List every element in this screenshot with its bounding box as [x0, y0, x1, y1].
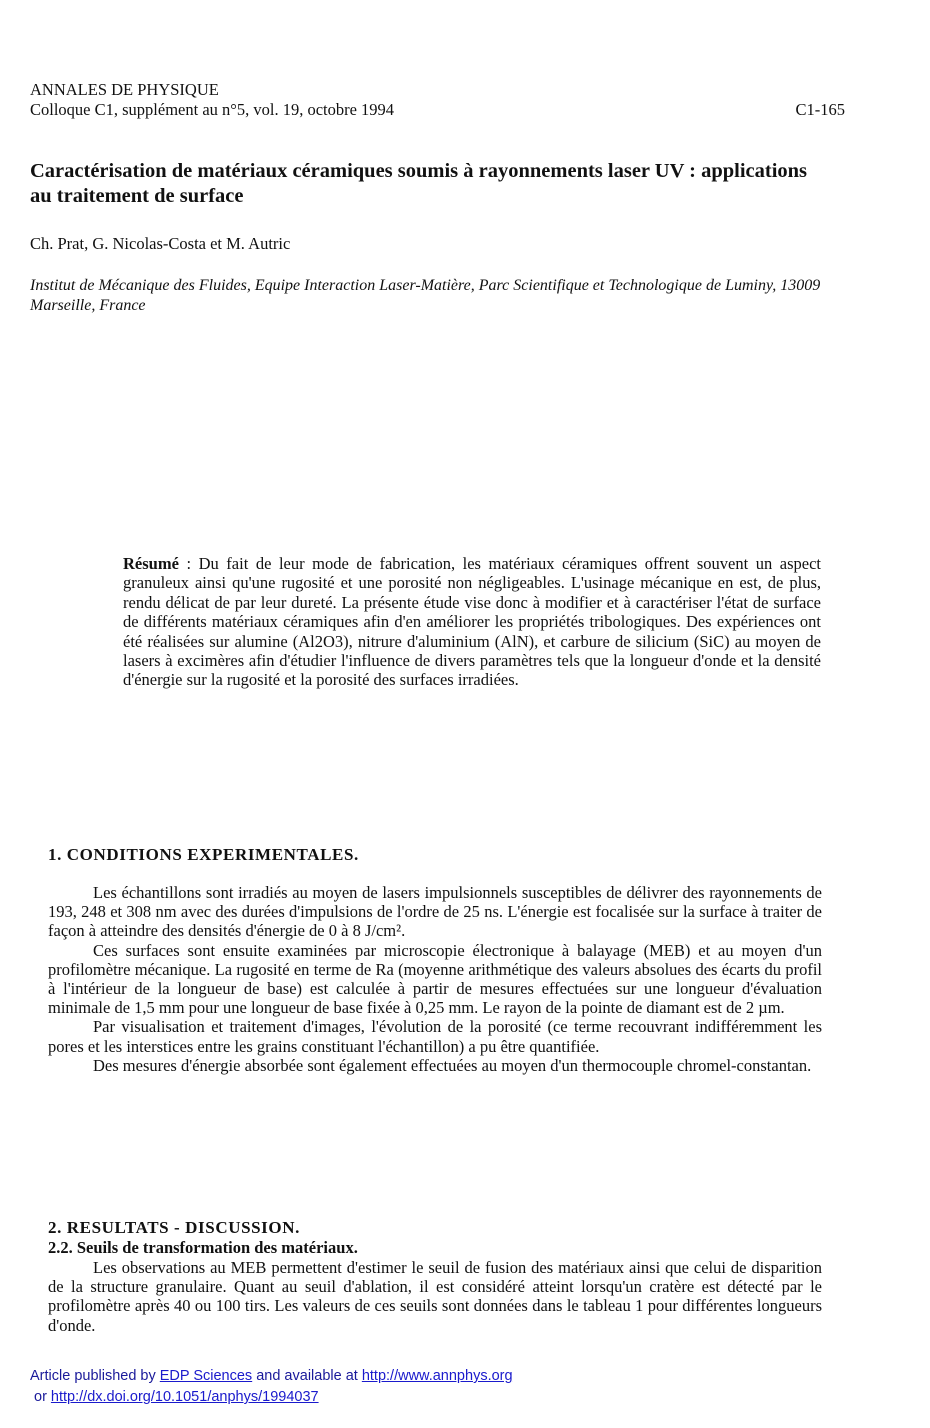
footer-middle: and available at — [252, 1368, 362, 1384]
issue-row — [30, 100, 845, 120]
footer-line-2 — [30, 1387, 513, 1408]
paragraph: Les observations au MEB permettent d'estimer le seuil de fusion des matériaux ainsi que celui de disparition de la structure granulaire. Quant au seuil d'ablation, il est considéré atteint lorsqu'un cratère est détecté par le profilomètre après 40 ou 100 tirs. Les valeurs de ces seuils sont données dans le tableau 1 pour différentes longueurs d'onde. — [48, 1258, 822, 1335]
paragraph: Les échantillons sont irradiés au moyen de lasers impulsionnels susceptibles de délivrer des rayonnements de 193, 248 et 308 nm avec des durées d'impulsions de l'ordre de 25 ns. L'énergie est focalisée sur la surface à traiter de façon à atteindre des densités d'énergie de 0 à 8 J/cm². — [48, 883, 822, 941]
publication-footer — [30, 1366, 513, 1408]
paragraph: Ces surfaces sont ensuite examinées par microscopie électronique à balayage (MEB) et au moyen d'un profilomètre mécanique. La rugosité en terme de Ra (moyenne arithmétique des valeurs absolues des écarts du profil à l'intérieur de la longueur de base) est calculée à partir de mesures effectuées sur une longueur d'évaluation minimale de 1,5 mm pour une longueur de base fixée à 0,25 mm. Le rayon de la pointe de diamant est de 2 µm. — [48, 940, 822, 1018]
footer-prefix: Article published by — [30, 1368, 160, 1384]
journal-name: ANNALES DE PHYSIQUE — [30, 80, 219, 99]
paragraph: Par visualisation et traitement d'images, l'évolution de la porosité (ce terme recouvrant indifféremment les pores et les interstices entre les grains constituant l'échantillon) a pu être quantifiée. — [48, 1017, 822, 1056]
site-link[interactable]: http://www.annphys.org — [361, 1368, 513, 1384]
page-number: C1-165 — [795, 100, 845, 119]
footer-or: or — [34, 1389, 51, 1405]
issue-info: Colloque C1, supplément au n°5, vol. 19, octobre 1994 — [30, 100, 395, 119]
section-2-heading: 2. RESULTATS - DISCUSSION. — [48, 1218, 300, 1237]
subsection-heading: 2.2. Seuils de transformation des matériaux. — [48, 1238, 358, 1257]
doi-link[interactable]: http://dx.doi.org/10.1051/anphys/1994037 — [50, 1389, 319, 1405]
section-2-body — [48, 1258, 822, 1335]
footer-line-1 — [30, 1366, 513, 1387]
abstract-label: Résumé — [123, 554, 179, 573]
authors: Ch. Prat, G. Nicolas-Costa et M. Autric — [30, 234, 291, 253]
affiliation: Institut de Mécanique des Fluides, Equipe Interaction Laser-Matière, Parc Scientifique et Technologique de Luminy, 13009 Marseille, France — [30, 277, 821, 314]
publisher-link[interactable]: EDP Sciences — [159, 1368, 253, 1384]
abstract — [123, 554, 821, 690]
journal-header — [30, 80, 845, 120]
paper-title: Caractérisation de matériaux céramiques soumis à rayonnements laser UV : applications au traitement de surface — [30, 160, 808, 207]
section-1-body — [48, 883, 822, 1075]
abstract-text: : Du fait de leur mode de fabrication, les matériaux céramiques offrent souvent un aspect granuleux ainsi qu'une rugosité et une porosité non négligeables. L'usinage mécanique en est, de plus, rendu délicat de par leur dureté. La présente étude vise donc à modifier et à caractériser l'état de surface de différents matériaux céramiques afin d'en améliorer les propriétés tribologiques. Des expériences ont été réalisées sur alumine (Al2O3), nitrure d'aluminium (AlN), et carbure de silicium (SiC) au moyen de lasers à excimères afin d'étudier l'influence de divers paramètres tels que la longueur d'onde et la densité d'énergie sur la rugosité et la porosité des surfaces irradiées. — [123, 554, 821, 690]
paragraph: Des mesures d'énergie absorbée sont également effectuées au moyen d'un thermocouple chromel-constantan. — [93, 1055, 812, 1075]
section-1-heading: 1. CONDITIONS EXPERIMENTALES. — [48, 845, 359, 864]
